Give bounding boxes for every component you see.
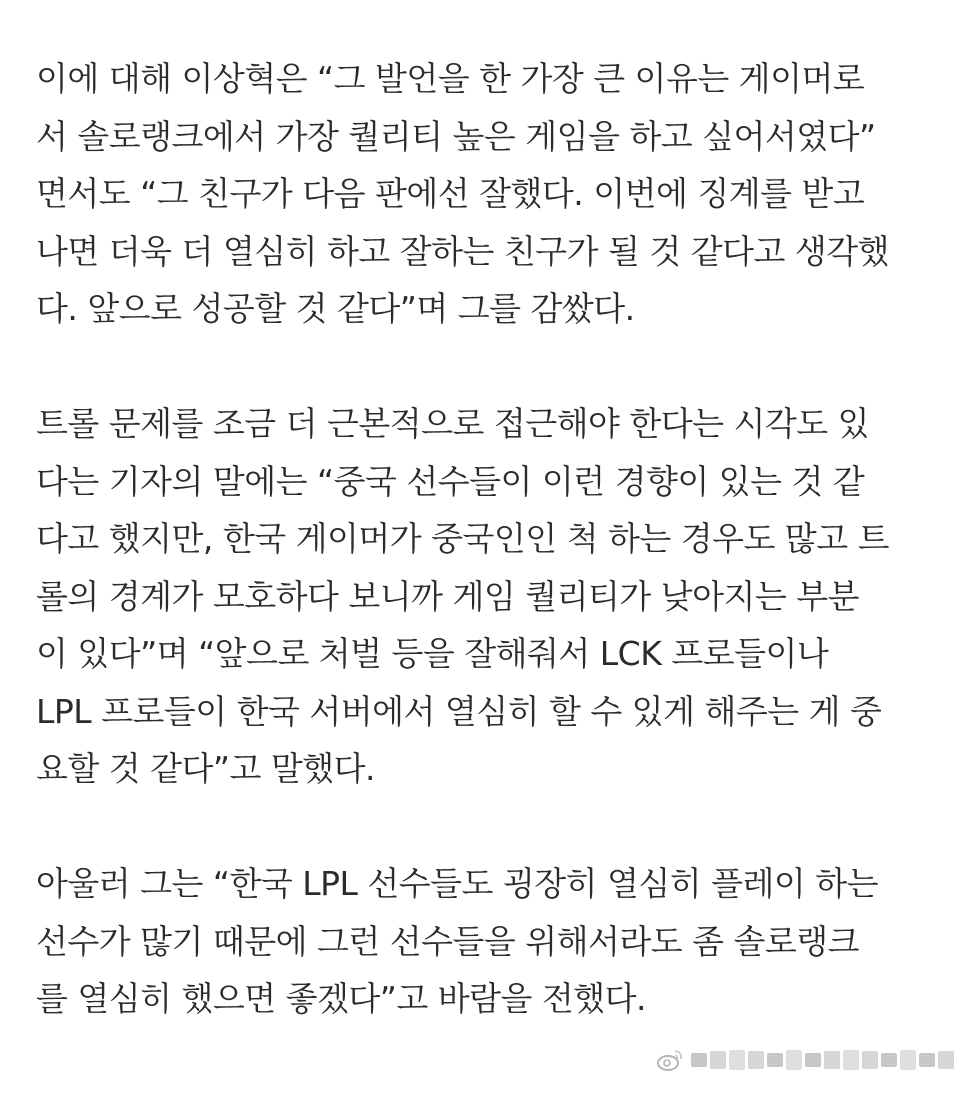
text-line: LPL 프로들이 한국 서버에서 열심히 할 수 있게 해주는 게 중 (36, 691, 882, 731)
text-line: 아울러 그는 “한국 LPL 선수들도 굉장히 열심히 플레이 하는 (36, 864, 879, 903)
blur-block (862, 1051, 878, 1069)
text-line: 이 있다”며 “앞으로 처벌 등을 잘해줘서 LCK 프로들이나 (36, 634, 829, 673)
paragraph-3 (36, 855, 936, 1028)
paragraph-2 (36, 395, 936, 798)
paragraph-spacer (36, 338, 936, 396)
blur-block (691, 1053, 707, 1067)
blur-block (748, 1051, 764, 1069)
blur-block (900, 1050, 916, 1070)
text-line: 나면 더욱 더 열심히 하고 잘하는 친구가 될 것 같다고 생각했 (36, 231, 889, 271)
text-line: 다는 기자의 말에는 “중국 선수들이 이런 경향이 있는 것 같 (36, 461, 865, 501)
blur-block (919, 1053, 935, 1067)
paragraph-1 (36, 50, 936, 338)
text-line: 트롤 문제를 조금 더 근본적으로 접근해야 한다는 시각도 있 (36, 404, 869, 443)
blur-block (824, 1051, 840, 1069)
weibo-logo-icon (655, 1045, 685, 1075)
blur-block (938, 1051, 954, 1069)
text-line: 다고 했지만, 한국 게이머가 중국인인 척 하는 경우도 많고 트 (36, 519, 889, 558)
text-line: 를 열심히 했으면 좋겠다”고 바람을 전했다. (36, 979, 646, 1018)
paragraph-spacer (36, 798, 936, 856)
text-line: 요할 것 같다”고 말했다. (36, 749, 375, 788)
article-body (36, 50, 936, 1028)
blur-block (710, 1051, 726, 1069)
text-line: 다. 앞으로 성공할 것 같다”며 그를 감쌌다. (36, 289, 635, 328)
watermark-handle-blurred (691, 1050, 954, 1070)
text-line: 이에 대해 이상혁은 “그 발언을 한 가장 큰 이유는 게이머로 (36, 59, 865, 98)
blur-block (881, 1053, 897, 1067)
text-line: 면서도 “그 친구가 다음 판에선 잘했다. 이번에 징계를 받고 (36, 174, 865, 213)
text-line: 롤의 경계가 모호하다 보니까 게임 퀄리티가 낮아지는 부분 (36, 576, 859, 616)
blur-block (729, 1050, 745, 1070)
text-line: 서 솔로랭크에서 가장 퀄리티 높은 게임을 하고 싶어서였다” (36, 116, 876, 156)
blur-block (843, 1050, 859, 1070)
text-line: 선수가 많기 때문에 그런 선수들을 위해서라도 좀 솔로랭크 (36, 921, 859, 961)
blur-block (767, 1053, 783, 1067)
weibo-watermark (655, 1040, 954, 1080)
blur-block (805, 1053, 821, 1067)
blur-block (786, 1050, 802, 1070)
